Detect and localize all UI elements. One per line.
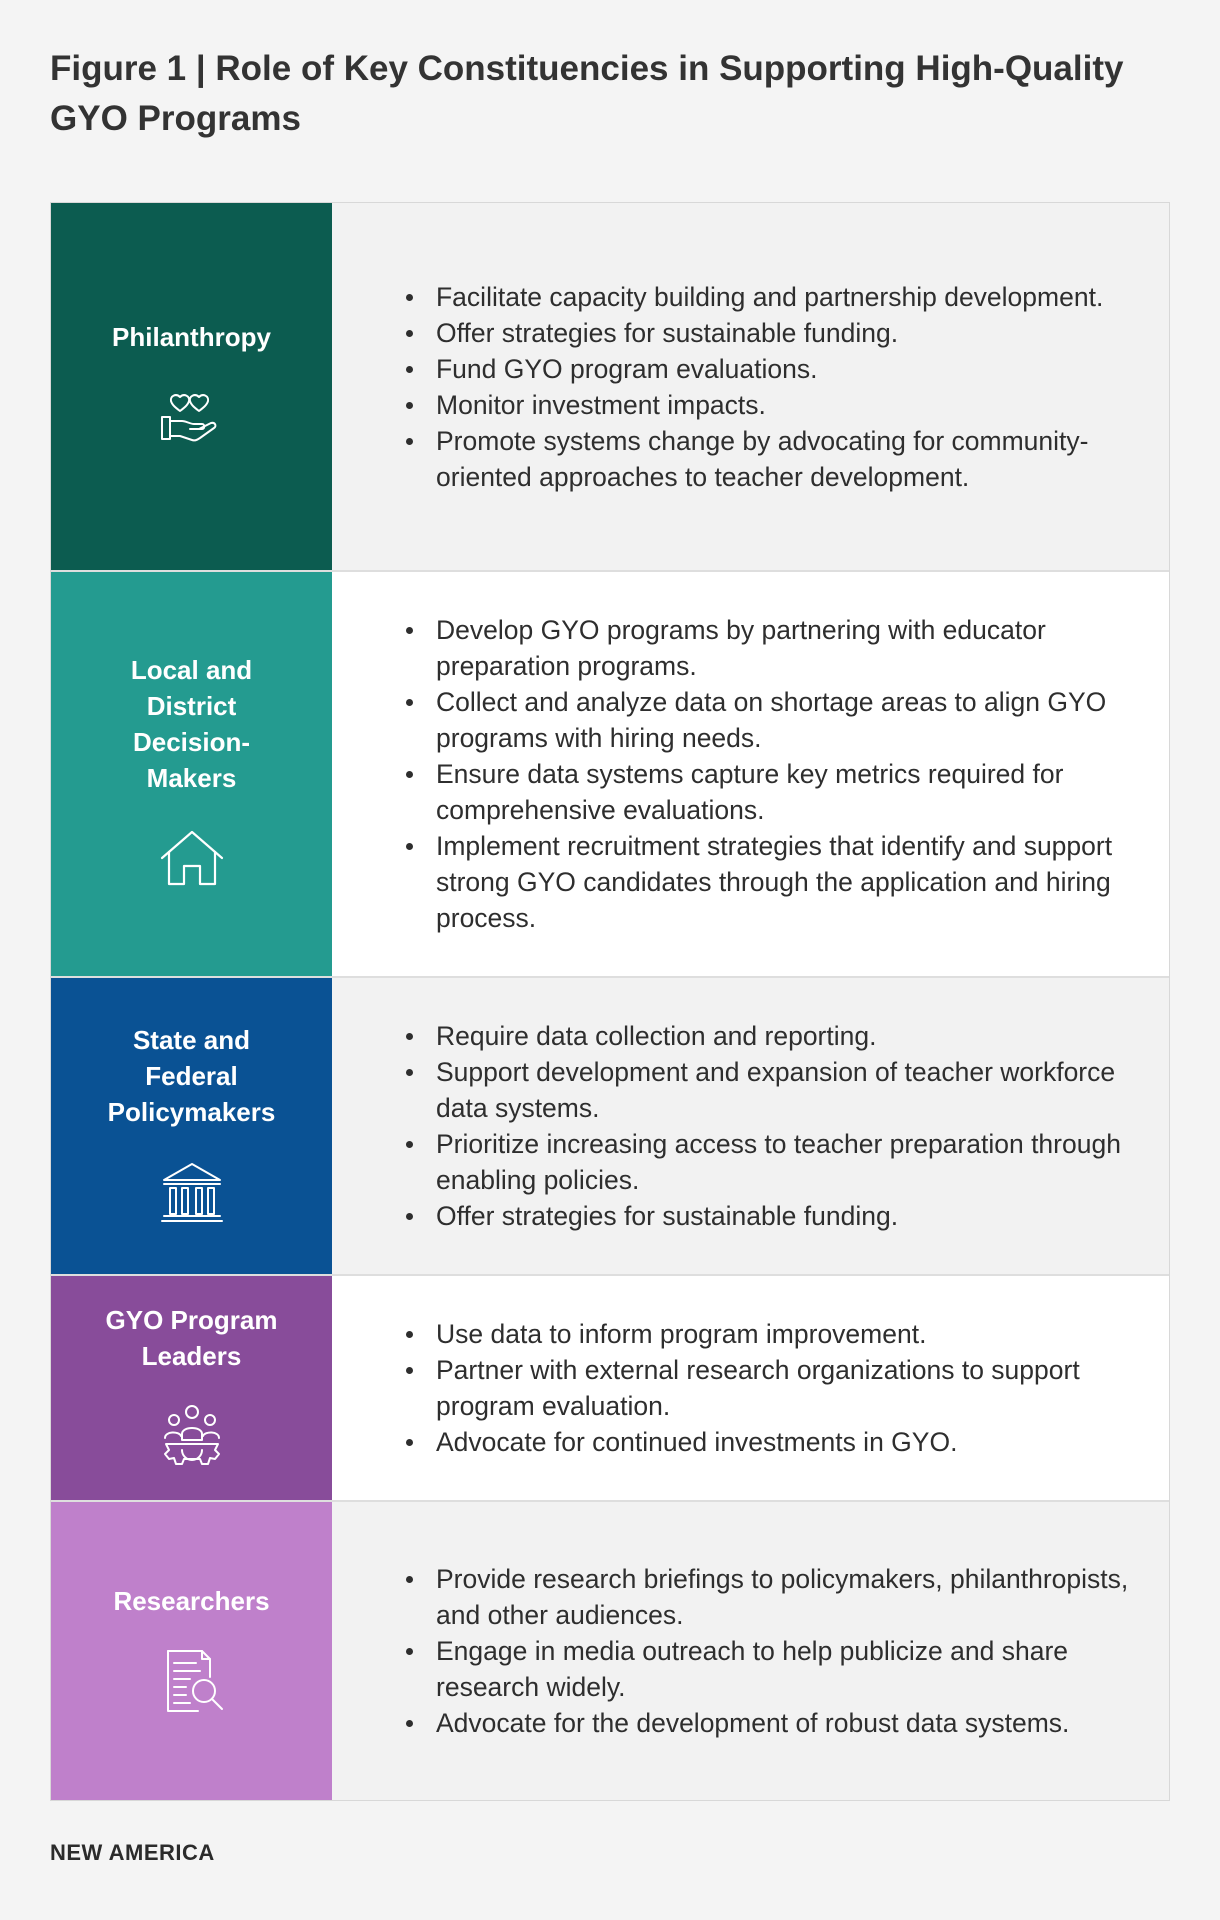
content-cell — [332, 203, 1169, 570]
label-cell — [51, 1502, 332, 1800]
list-item: Offer strategies for sustainable funding. — [404, 315, 1151, 351]
row-researchers — [51, 1502, 1169, 1800]
row-philanthropy — [51, 203, 1169, 572]
label-cell — [51, 1276, 332, 1500]
list-item: Support development and expansion of teacher workforce data systems. — [404, 1054, 1151, 1126]
row-local-district — [51, 572, 1169, 978]
row-label: Researchers — [113, 1586, 270, 1616]
list-item: Engage in media outreach to help publicize and share research widely. — [404, 1633, 1151, 1705]
list-item: Facilitate capacity building and partnership development. — [404, 279, 1151, 315]
list-item: Ensure data systems capture key metrics required for comprehensive evaluations. — [404, 756, 1151, 828]
figure-title: Figure 1 | Role of Key Constituencies in Supporting High-Quality GYO Programs — [50, 49, 1124, 138]
list-item: Provide research briefings to policymakers, philanthropists, and other audiences. — [404, 1561, 1151, 1633]
list-item: Monitor investment impacts. — [404, 387, 1151, 423]
document-search-icon — [154, 1643, 230, 1719]
row-label: Local and District Decision- Makers — [130, 655, 253, 793]
constituency-table — [50, 202, 1170, 1801]
house-icon — [154, 820, 230, 896]
row-label: State and Federal Policymakers — [107, 1025, 276, 1127]
content-cell — [332, 1502, 1169, 1800]
content-cell — [332, 978, 1169, 1274]
list-item: Advocate for continued investments in GYO. — [404, 1424, 1151, 1460]
bullet-list — [404, 612, 1151, 936]
row-gyo-program-leaders — [51, 1276, 1169, 1502]
list-item: Promote systems change by advocating for community-oriented approaches to teacher development. — [404, 423, 1151, 495]
government-building-icon — [154, 1154, 230, 1230]
list-item: Fund GYO program evaluations. — [404, 351, 1151, 387]
team-gear-icon — [154, 1398, 230, 1474]
list-item: Collect and analyze data on shortage areas to align GYO programs with hiring needs. — [404, 684, 1151, 756]
list-item: Partner with external research organizations to support program evaluation. — [404, 1352, 1151, 1424]
row-label: Philanthropy — [112, 321, 271, 352]
publisher-logo-text: NEW AMERICA — [50, 1840, 215, 1865]
label-cell — [51, 572, 332, 976]
list-item: Offer strategies for sustainable funding. — [404, 1198, 1151, 1234]
label-cell — [51, 203, 332, 570]
row-state-federal — [51, 978, 1169, 1276]
bullet-list — [404, 1316, 1151, 1460]
bullet-list — [404, 279, 1151, 495]
label-cell — [51, 978, 332, 1274]
list-item: Use data to inform program improvement. — [404, 1316, 1151, 1352]
content-cell — [332, 572, 1169, 976]
list-item: Develop GYO programs by partnering with educator preparation programs. — [404, 612, 1151, 684]
list-item: Require data collection and reporting. — [404, 1018, 1151, 1054]
list-item: Prioritize increasing access to teacher preparation through enabling policies. — [404, 1126, 1151, 1198]
list-item: Implement recruitment strategies that identify and support strong GYO candidates through the application and hiring process. — [404, 828, 1151, 936]
bullet-list — [404, 1018, 1151, 1234]
row-label: GYO Program Leaders — [105, 1305, 278, 1371]
hand-hearts-icon — [154, 379, 230, 455]
bullet-list — [404, 1561, 1151, 1741]
list-item: Advocate for the development of robust data systems. — [404, 1705, 1151, 1741]
content-cell — [332, 1276, 1169, 1500]
